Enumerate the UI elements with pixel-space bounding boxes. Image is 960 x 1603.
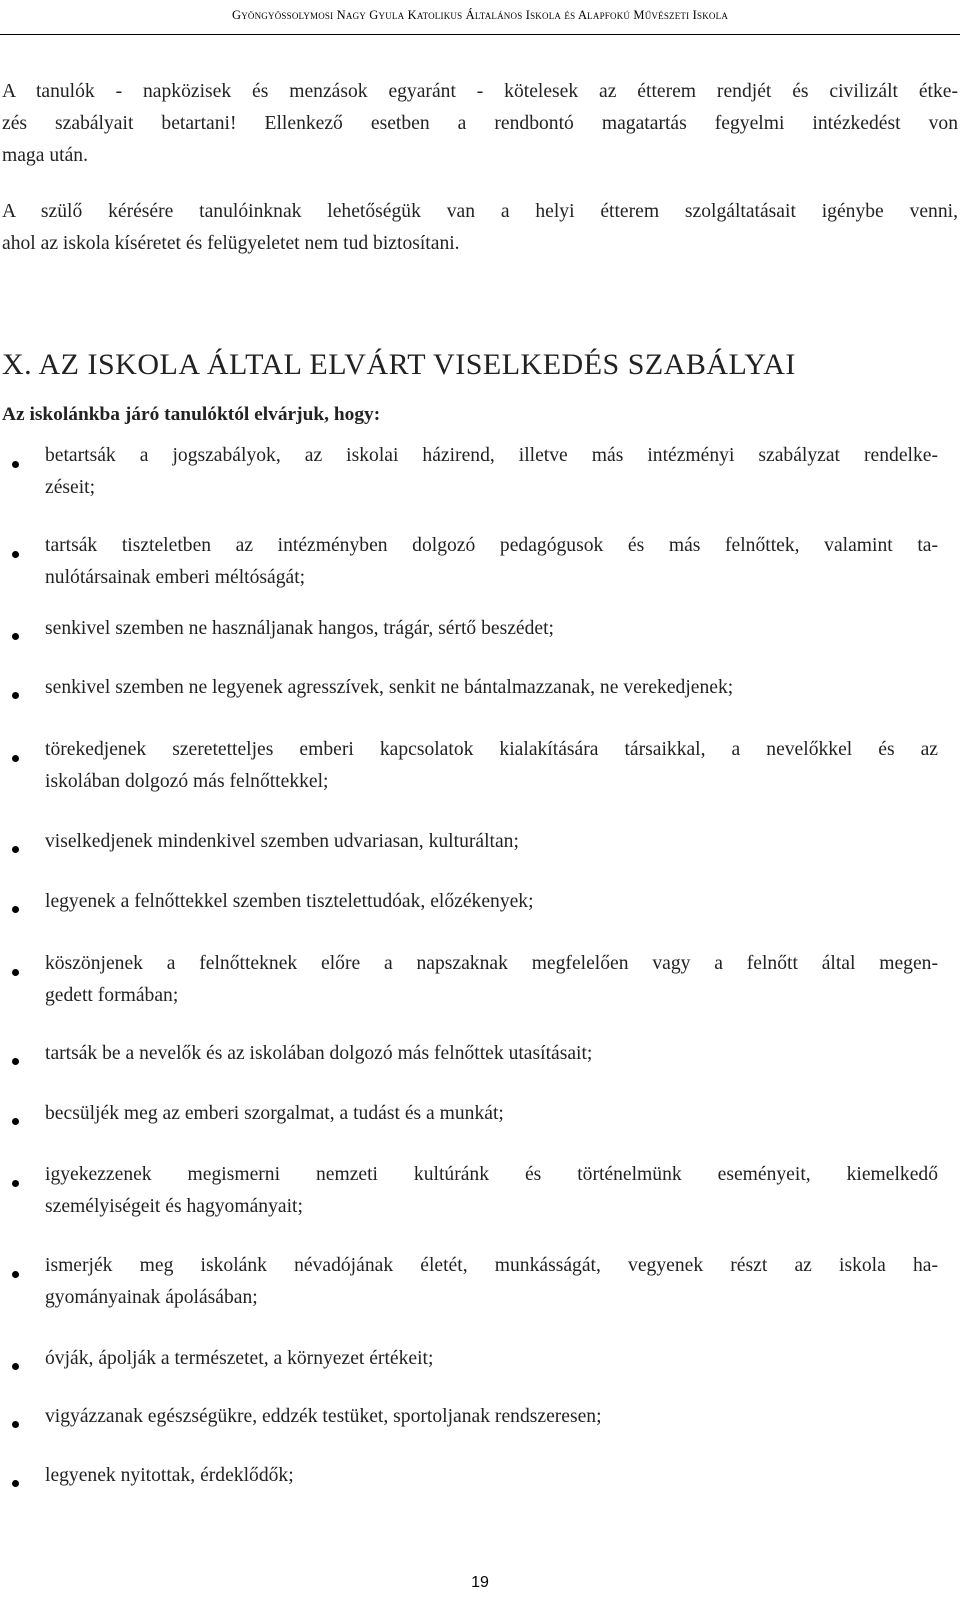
list-item-text: személyiségeit és hagyományait; — [45, 1196, 303, 1217]
bullet-icon — [12, 1118, 19, 1125]
list-item-text: vigyázzanak egészségükre, eddzék testüket, sportoljanak rendszeresen; — [45, 1406, 602, 1427]
list-item-text: tartsák be a nevelők és az iskolában dolgozó más felnőttek utasításait; — [45, 1043, 593, 1064]
section-intro: Az iskolánkba járó tanulóktól elvárjuk, hogy: — [2, 404, 381, 425]
list-item-text: tartsák tiszteletben az intézményben dolgozó pedagógusok és más felnőttek, valamint ta- — [45, 535, 938, 556]
list-item-text: becsüljék meg az emberi szorgalmat, a tudást és a munkát; — [45, 1103, 504, 1124]
list-item-text: viselkedjenek mindenkivel szemben udvariasan, kulturáltan; — [45, 831, 519, 852]
bullet-icon — [12, 1058, 19, 1065]
list-item-text: iskolában dolgozó más felnőttekkel; — [45, 771, 329, 792]
list-item-text: törekedjenek szeretetteljes emberi kapcsolatok kialakítására társaikkal, a nevelőkkel és az — [45, 739, 938, 760]
paragraph-line: A tanulók - napközisek és menzások egyaránt - kötelesek az étterem rendjét és civilizált étke- — [2, 81, 958, 102]
bullet-icon — [12, 692, 19, 699]
paragraph-line: zés szabályait betartani! Ellenkező esetben a rendbontó magatartás fegyelmi intézkedést von — [2, 113, 958, 134]
list-item-text: betartsák a jogszabályok, az iskolai házirend, illetve más intézményi szabályzat rendelke- — [45, 445, 938, 466]
paragraph-line: maga után. — [2, 145, 88, 166]
paragraph-line: A szülő kérésére tanulóinknak lehetőségük van a helyi étterem szolgáltatásait igénybe venni, — [2, 201, 958, 222]
bullet-icon — [12, 1421, 19, 1428]
page-header: Gyöngyössolymosi Nagy Gyula Katolikus Általános Iskola és Alapfokú Művészeti Iskola — [231, 8, 729, 22]
list-item-text: nulótársainak emberi méltóságát; — [45, 567, 306, 588]
bullet-icon — [12, 1180, 19, 1187]
list-item-text: igyekezzenek megismerni nemzeti kultúránk és történelmünk eseményeit, kiemelkedő — [45, 1164, 938, 1185]
list-item-text: senkivel szemben ne legyenek agresszívek, senkit ne bántalmazzanak, ne verekedjenek; — [45, 677, 734, 698]
bullet-icon — [12, 1480, 19, 1487]
bullet-icon — [12, 461, 19, 468]
bullet-icon — [12, 906, 19, 913]
list-item-text: ismerjék meg iskolánk névadójának életét, munkásságát, vegyenek részt az iskola ha- — [45, 1255, 938, 1276]
list-item-text: zéseit; — [45, 477, 96, 498]
list-item-text: legyenek nyitottak, érdeklődők; — [45, 1465, 294, 1486]
list-item-text: legyenek a felnőttekkel szemben tisztelettudóak, előzékenyek; — [45, 891, 534, 912]
bullet-icon — [12, 846, 19, 853]
bullet-icon — [12, 1271, 19, 1278]
bullet-icon — [12, 755, 19, 762]
paragraph-line: ahol az iskola kíséretet és felügyeletet nem tud biztosítani. — [2, 233, 460, 254]
bullet-icon — [12, 551, 19, 558]
bullet-icon — [12, 1363, 19, 1370]
bullet-icon — [12, 633, 19, 640]
page-number: 19 — [471, 1574, 489, 1591]
section-heading: X. AZ ISKOLA ÁLTAL ELVÁRT VISELKEDÉS SZABÁLYAI — [2, 348, 796, 381]
list-item-text: köszönjenek a felnőtteknek előre a napszaknak megfelelően vagy a felnőtt által megen- — [45, 953, 938, 974]
list-item-text: gedett formában; — [45, 985, 179, 1006]
list-item-text: senkivel szemben ne használjanak hangos, trágár, sértő beszédet; — [45, 618, 554, 639]
list-item-text: óvják, ápolják a természetet, a környezet értékeit; — [45, 1348, 434, 1369]
list-item-text: gyományainak ápolásában; — [45, 1287, 258, 1308]
bullet-icon — [12, 969, 19, 976]
